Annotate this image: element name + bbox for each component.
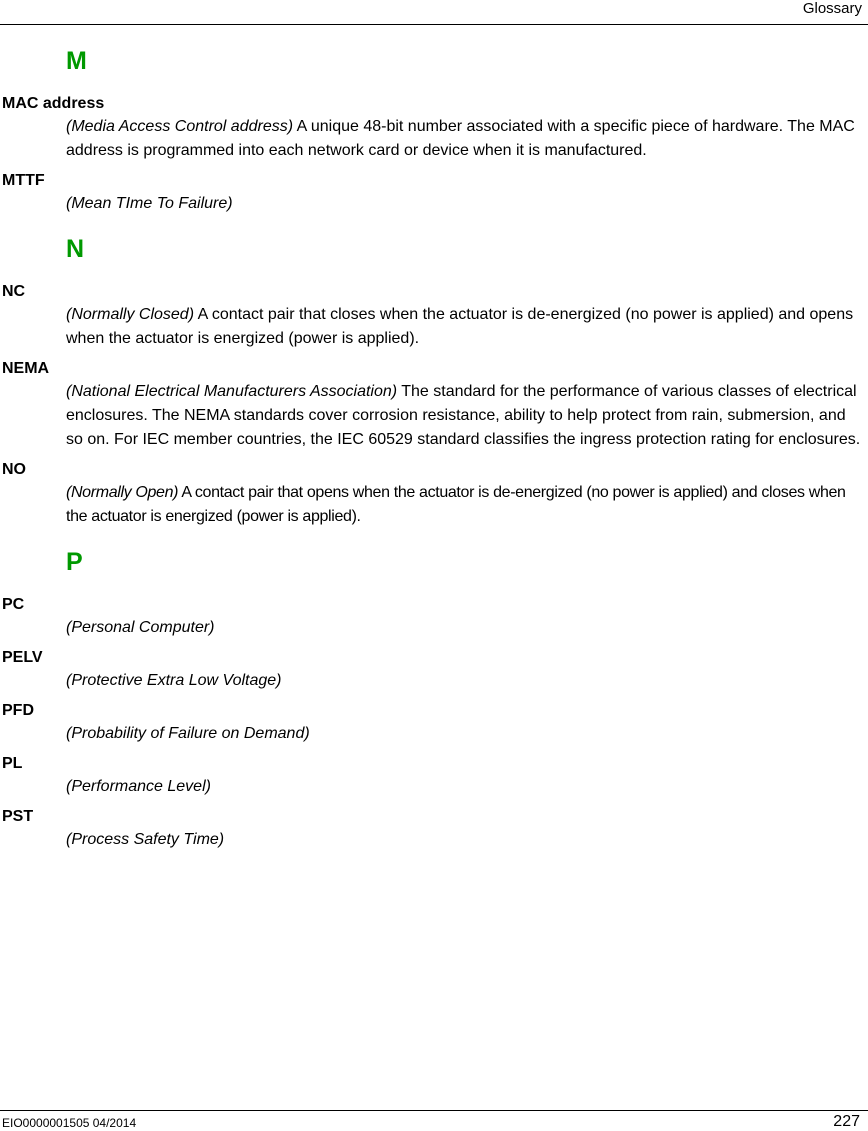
term-expansion: (Mean TIme To Failure) [66, 195, 233, 212]
footer-divider [0, 1110, 868, 1111]
definition-text: A contact pair that closes when the actuator is de-energized (no power is applied) and opens when the actuator is energized (power is applied). [66, 306, 854, 347]
glossary-definition [66, 827, 866, 852]
glossary-definition [66, 379, 866, 452]
glossary-section-n [0, 234, 866, 529]
glossary-definition [66, 774, 866, 799]
section-letter: P [66, 548, 83, 576]
term-expansion: (Normally Closed) [66, 306, 195, 323]
glossary-entry [0, 460, 866, 529]
glossary-content [0, 46, 866, 870]
glossary-definition [66, 191, 866, 216]
term-expansion: (Protective Extra Low Voltage) [66, 672, 282, 689]
document-code: EIO0000001505 04/2014 [2, 1116, 137, 1130]
section-letter: M [66, 47, 87, 75]
running-header-title: Glossary [802, 0, 862, 17]
term-expansion: (National Electrical Manufacturers Association) [66, 383, 398, 400]
glossary-term: NC [2, 283, 26, 300]
glossary-entry [0, 754, 866, 799]
term-expansion: (Performance Level) [66, 778, 211, 795]
glossary-term: PC [2, 596, 25, 613]
glossary-term: PST [2, 808, 34, 825]
glossary-entry [0, 807, 866, 852]
glossary-term: PFD [2, 702, 34, 719]
glossary-term: MAC address [2, 95, 105, 112]
section-letter: N [66, 235, 85, 263]
glossary-definition [66, 302, 866, 351]
glossary-definition [66, 721, 866, 746]
glossary-definition [66, 114, 866, 163]
glossary-section-p [0, 547, 866, 852]
term-expansion: (Media Access Control address) [66, 118, 294, 135]
glossary-section-m [0, 46, 866, 216]
glossary-term: NEMA [2, 360, 50, 377]
glossary-entry [0, 94, 866, 163]
glossary-definition [66, 480, 866, 529]
glossary-term: PELV [2, 649, 43, 666]
definition-text: A contact pair that opens when the actuator is de-energized (no power is applied) and closes when the actuator is energized (power is applied). [66, 484, 846, 525]
term-expansion: (Process Safety Time) [66, 831, 225, 848]
page-number: 227 [833, 1113, 860, 1130]
glossary-definition [66, 615, 866, 640]
glossary-entry [0, 359, 866, 452]
glossary-term: PL [2, 755, 23, 772]
term-expansion: (Normally Open) [66, 484, 179, 501]
glossary-definition [66, 668, 866, 693]
glossary-entry [0, 595, 866, 640]
definition-text: The standard for the performance of various classes of electrical enclosures. The NEMA standards cover corrosion resistance, ability to help protect from rain, submersion, and so on. For IEC member countries, the IEC 60529 standard classifies the ingress protection rating for enclosures. [66, 383, 861, 448]
definition-text: A unique 48-bit number associated with a specific piece of hardware. The MAC address is programmed into each network card or device when it is manufactured. [66, 118, 855, 159]
term-expansion: (Personal Computer) [66, 619, 215, 636]
glossary-term: MTTF [2, 172, 45, 189]
term-expansion: (Probability of Failure on Demand) [66, 725, 310, 742]
header-divider [0, 24, 868, 25]
glossary-entry [0, 282, 866, 351]
glossary-entry [0, 701, 866, 746]
glossary-entry [0, 648, 866, 693]
glossary-entry [0, 171, 866, 216]
glossary-term: NO [2, 461, 26, 478]
